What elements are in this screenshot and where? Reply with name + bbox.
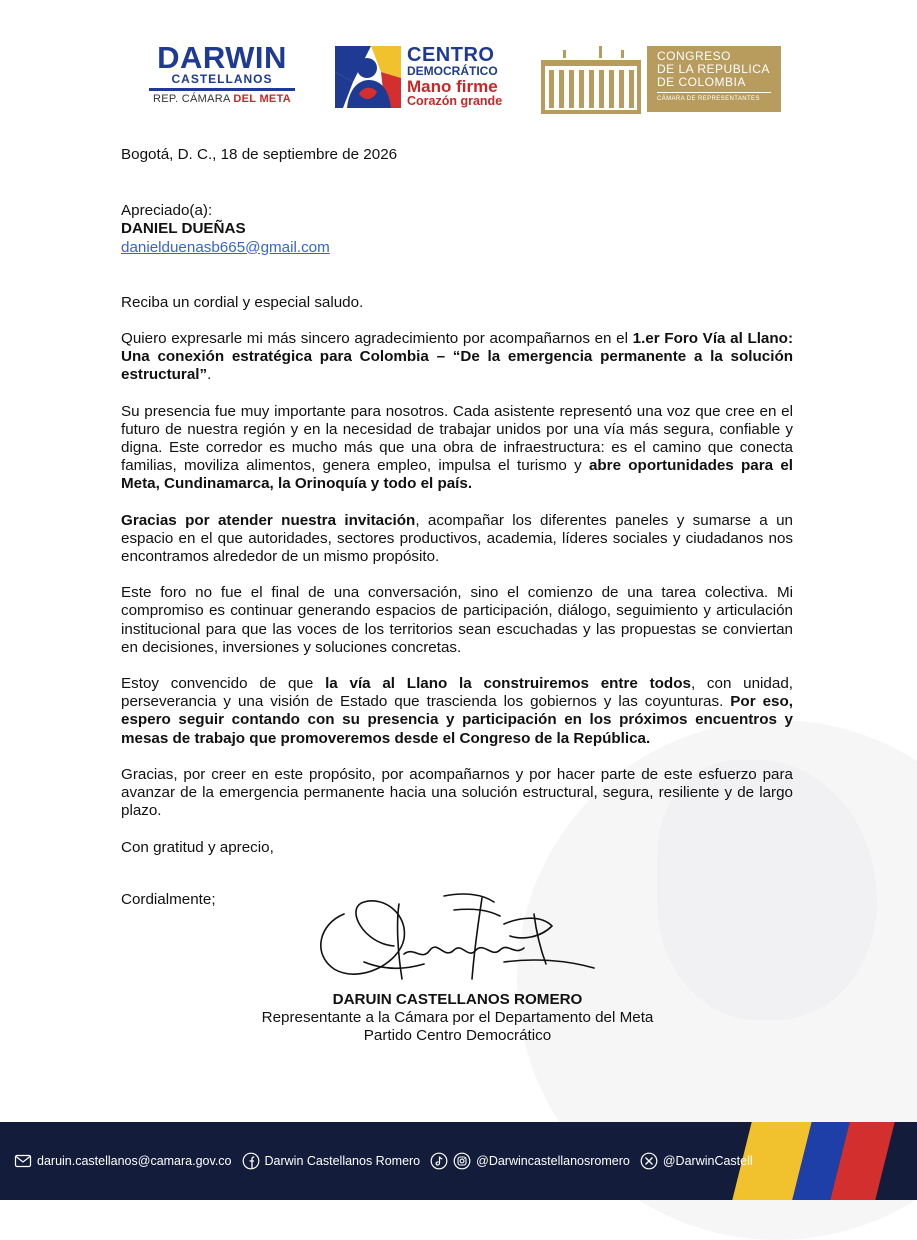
mail-icon xyxy=(14,1152,32,1170)
paragraph-4: Este foro no fue el final de una conversación, sino el comienzo de una tarea colectiva. Mi compromiso es continuar generando espacios de participación, diálogo, seguimiento y articulación institucional para que las voces de los territorios sean escuchadas y las propuestas se conviertan en decisiones, inversiones y soluciones concretas. xyxy=(121,584,793,656)
footer-x[interactable] xyxy=(640,1152,753,1170)
congreso-logo xyxy=(541,44,781,114)
logo-line: CENTRO xyxy=(407,44,495,66)
paragraph-2: Su presencia fue muy importante para nosotros. Cada asistente representó una voz que cree en el futuro de nuestra región y en la necesidad de trabajar unidos por una vía más segura, confiable y digna. Este corredor es mucho más que una obra de infraestructura: es el camino que conecta familias, moviliza alimentos, genera empleo, impulsa el turismo y abre oportunidades para el Meta, Cundinamarca, la Orinoquía y todo el país. xyxy=(121,402,793,493)
letterhead xyxy=(0,40,917,120)
signature-block xyxy=(0,991,917,1046)
signer-name: DARUIN CASTELLANOS ROMERO xyxy=(332,991,583,1008)
instagram-icon xyxy=(453,1152,471,1170)
footer-facebook[interactable] xyxy=(242,1152,421,1170)
footer-x-text: @DarwinCastell xyxy=(662,1154,753,1168)
logo-line: CONGRESO xyxy=(657,49,732,63)
footer-bar xyxy=(0,1122,917,1200)
handwritten-signature xyxy=(304,884,604,994)
salutation: Apreciado(a): xyxy=(121,202,213,220)
signer-role: Representante a la Cámara por el Departamento del Meta xyxy=(261,1009,654,1027)
letter-date: Bogotá, D. C., 18 de septiembre de 2026 xyxy=(121,146,398,163)
logo-slogan: Corazón grande xyxy=(407,94,503,108)
logo-subline: CÁMARA DE REPRESENTANTES xyxy=(657,92,771,103)
logo-name: DARWIN xyxy=(157,40,287,75)
closing-cordially: Cordialmente; xyxy=(121,890,216,908)
footer-tiktok-instagram-text: @Darwincastellanosromero xyxy=(476,1154,630,1168)
centro-democratico-logo xyxy=(333,42,513,114)
congreso-label xyxy=(647,46,781,112)
tiktok-icon xyxy=(430,1152,448,1170)
recipient-email-link[interactable]: danielduenasb665@gmail.com xyxy=(121,238,330,256)
paragraph-3: Gracias por atender nuestra invitación, acompañar los diferentes paneles y sumarse a un espacio en el que autoridades, sectores productivos, academia, líderes sociales y ciudadanos nos encontramos alrededor de un mismo propósito. xyxy=(121,511,793,566)
logo-line: DE LA REPUBLICA xyxy=(657,62,770,76)
footer-facebook-text: Darwin Castellanos Romero xyxy=(264,1154,421,1168)
logo-divider xyxy=(149,88,295,91)
footer-contacts xyxy=(14,1150,763,1172)
footer-email-text: daruin.castellanos@camara.gov.co xyxy=(37,1154,232,1168)
closing-gratitude: Con gratitud y aprecio, xyxy=(121,839,274,857)
footer-email[interactable] xyxy=(14,1152,232,1170)
darwin-castellanos-logo xyxy=(147,42,297,112)
paragraph-5: Estoy convencido de que la vía al Llano la construiremos entre todos, con unidad, perseverancia y una visión de Estado que trascienda los gobiernos y las coyunturas. Por eso, espero seguir contando con su presencia y participación en los próximos encuentros y mesas de trabajo que promoveremos desde el Congreso de la República. xyxy=(121,675,793,747)
signer-party: Partido Centro Democrático xyxy=(363,1027,552,1045)
centro-democratico-emblem-icon xyxy=(333,42,403,112)
paragraph-1: Quiero expresarle mi más sincero agradecimiento por acompañarnos en el 1.er Foro Vía al Llano: Una conexión estratégica para Colombia – “De la emergencia permanente a la solución estructural”. xyxy=(121,330,793,384)
logo-slogan: Mano firme xyxy=(407,77,498,96)
logo-line: DE COLOMBIA xyxy=(657,75,746,89)
recipient-name: DANIEL DUEÑAS xyxy=(121,220,246,238)
centro-democratico-text xyxy=(407,46,517,108)
greeting: Reciba un cordial y especial saludo. xyxy=(121,293,364,311)
logo-subtitle: REP. CÁMARA DEL META xyxy=(152,93,292,105)
letter-body xyxy=(121,146,793,909)
footer-tiktok-instagram[interactable] xyxy=(430,1152,630,1170)
logo-line: DEMOCRÁTICO xyxy=(407,64,498,78)
recipient-block xyxy=(121,202,793,257)
capitol-building-icon xyxy=(541,44,641,114)
facebook-icon xyxy=(242,1152,260,1170)
logo-surname: CASTELLANOS xyxy=(171,72,273,86)
paragraph-6: Gracias, por creer en este propósito, por acompañarnos y por hacer parte de este esfuerzo para avanzar de la emergencia permanente hacia una solución estructural, segura, resiliente y de largo plazo. xyxy=(121,765,793,820)
x-twitter-icon xyxy=(640,1152,658,1170)
